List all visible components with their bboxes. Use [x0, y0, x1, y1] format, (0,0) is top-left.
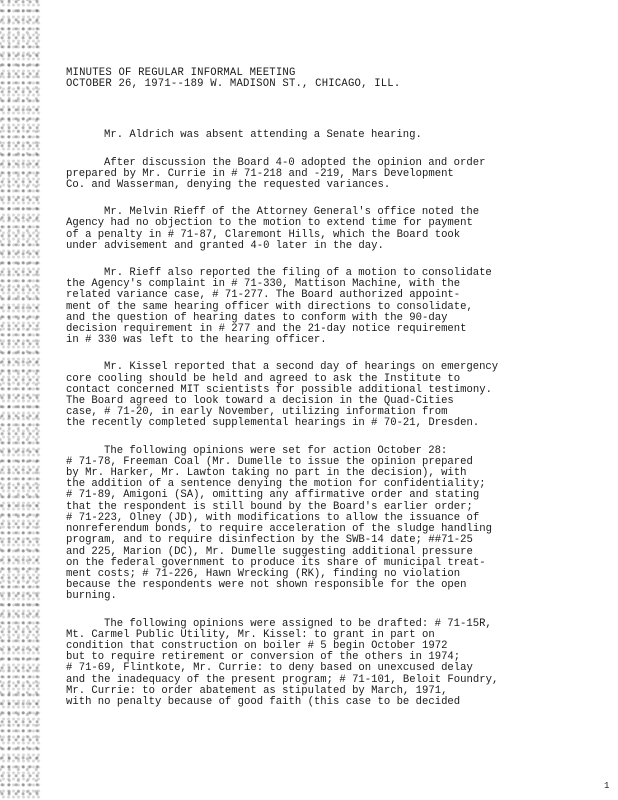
paragraph-aldrich-absent: Mr. Aldrich was absent attending a Senate hearing.	[104, 129, 422, 142]
paragraph-mars-development: After discussion the Board 4-0 adopted the opinion and order prepared by Mr. Currie in # 71-218 and -219, Mars Development Co. and Wasserman, denying the requested variances.	[66, 156, 486, 192]
document-header	[66, 68, 606, 90]
paragraph-core-cooling: Mr. Kissel reported that a second day of hearings on emergency core cooling should be held and agreed to ask the Institute to contact concerned MIT scientists for possible additional testimony. The Board agreed to look toward a decision in the Quad-Cities case, # 71-20, in early November, utilizing information from the recently completed supplemental hearings in # 70-21, Dresden.	[66, 361, 499, 430]
paragraph-opinions-set: The following opinions were set for action October 28: # 71-78, Freeman Coal (Mr. Dumelle to issue the opinion prepared by Mr. Harker, Mr. Lawton taking no part in the decision), with the addition of a sentence denying the motion for confidentiality; # 71-89, Amigoni (SA), omitting any affirmative order and stating that the respondent is still bound by the Board's earlier order; # 71-223, Olney (JD), with modifications to allow the issuance of nonreferendum bonds, to require acceleration of the sludge handling program, and to require disinfection by the SWB-14 date; ##71-25 and 225, Marion (DC), Mr. Dumelle suggesting additional pressure on the federal government to produce its share of municipal treat- ment costs; # 71-226, Hawn Wrecking (RK), finding no violation because the respondents were not shown responsible for the open burning.	[66, 444, 492, 603]
scan-edge-noise	[0, 0, 42, 800]
paragraph-claremont-hills: Mr. Melvin Rieff of the Attorney General's office noted the Agency had no objection to the motion to extend time for payment of a penalty in # 71-87, Claremont Hills, which the Board took under advisement and granted 4-0 later in the day.	[66, 206, 480, 252]
header-date-location: OCTOBER 26, 1971--189 W. MADISON ST., CHICAGO, ILL.	[66, 78, 401, 91]
paragraph-opinions-assigned: The following opinions were assigned to be drafted: # 71-15R, Mt. Carmel Public Utility, Mr. Kissel: to grant in part on condition that construction on boiler # 5 begin October 1972 but to require retirement or conversion of the others in 1974; # 71-69, Flintkote, Mr. Currie: to deny based on unexcused delay and the inadequacy of the present program; # 71-101, Beloit Foundry, Mr. Currie: to order abatement as stipulated by March, 1971, with no penalty because of good faith (this case to be decided	[66, 617, 499, 708]
paragraph-mattison-machine: Mr. Rieff also reported the filing of a motion to consolidate the Agency's complaint in # 71-330, Mattison Machine, with the related variance case, # 71-277. The Board authorized appoint- ment of the same hearing officer with directions to consolidate, and the question of hearing dates to conform with the 90-day decision requirement in # 277 and the 21-day notice requirement in # 330 was left to the hearing officer.	[66, 267, 492, 347]
page-number: 1	[604, 781, 610, 791]
header-title: MINUTES OF REGULAR INFORMAL MEETING	[66, 67, 296, 79]
document-body	[66, 68, 606, 724]
